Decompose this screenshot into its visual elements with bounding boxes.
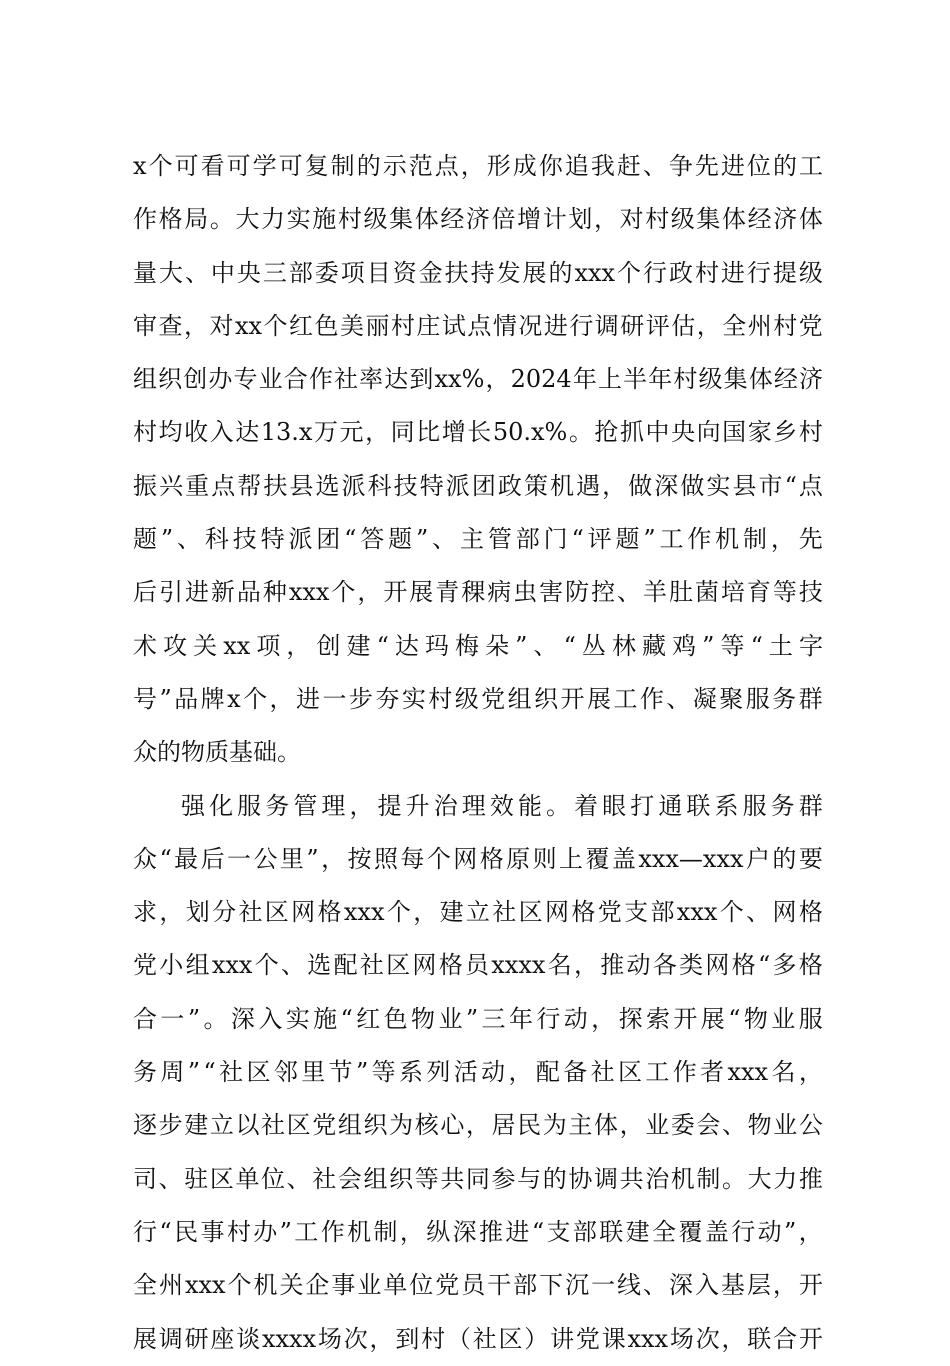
text-line: 村 均 收 入 达 13.x 万 元 ， 同 比 增 长 50.x% 。 抢 抓 中 央 向 国 家 乡 村: [133, 418, 823, 447]
text-line: 逐 步 建 立 以 社 区 党 组 织 为 核 心 ， 居 民 为 主 体 ， 业 委 会 、 物 业 公: [133, 1111, 823, 1140]
text-line: 务 周 ” “ 社 区 邻 里 节 ” 等 系 列 活 动 ， 配 备 社 区 工 作 者 xxx 名 ，: [133, 1058, 823, 1087]
text-line: 众的物质基础。: [133, 738, 301, 767]
text-line: 众 “ 最 后 一 公 里 ” ， 按 照 每 个 网 格 原 则 上 覆 盖 xxx—xxx 户 的 要: [133, 844, 823, 873]
body-text: [133, 140, 823, 1366]
text-line: 组 织 创 办 专 业 合 作 社 率 达 到 xx% ， 2024 年 上 半 年 村 级 集 体 经 济: [133, 365, 823, 394]
paragraph-rural-economy: [133, 140, 823, 780]
text-line: 量 大 、 中 央 三 部 委 项 目 资 金 扶 持 发 展 的 xxx 个 行 政 村 进 行 提 级: [133, 258, 823, 287]
text-line: 司 、 驻 区 单 位 、 社 会 组 织 等 共 同 参 与 的 协 调 共 治 机 制 。 大 力 推: [133, 1164, 823, 1193]
text-line: 求 ， 划 分 社 区 网 格 xxx 个 ， 建 立 社 区 网 格 党 支 部 xxx 个 、 网 格: [133, 898, 823, 927]
text-line: 合 一 ” 。 深 入 实 施 “ 红 色 物 业 ” 三 年 行 动 ， 探 索 开 展 “ 物 业 服: [133, 1004, 823, 1033]
text-line: 号 ” 品 牌 x 个 ， 进 一 步 夯 实 村 级 党 组 织 开 展 工 作 、 凝 聚 服 务 群: [133, 684, 823, 713]
text-line: x 个 可 看 可 学 可 复 制 的 示 范 点 ， 形 成 你 追 我 赶 、 争 先 进 位 的 工: [133, 152, 823, 180]
text-line: 振 兴 重 点 帮 扶 县 选 派 科 技 特 派 团 政 策 机 遇 ， 做 深 做 实 县 市 “ 点: [133, 471, 823, 500]
paragraph-service-management: [133, 780, 823, 1366]
text-line: 党 小 组 xxx 个 、 选 配 社 区 网 格 员 xxxx 名 ， 推 动 各 类 网 格 “ 多 格: [133, 951, 823, 980]
text-line: 后 引 进 新 品 种 xxx 个 ， 开 展 青 稞 病 虫 害 防 控 、 羊 肚 菌 培 育 等 技: [133, 578, 823, 607]
text-line: 展 调 研 座 谈 xxxx 场 次 ， 到 村 （ 社 区 ） 讲 党 课 xxx 场 次 ， 联 合 开: [133, 1324, 823, 1353]
text-line: 行 “ 民 事 村 办 ” 工 作 机 制 ， 纵 深 推 进 “ 支 部 联 建 全 覆 盖 行 动 ” ，: [133, 1217, 823, 1246]
text-line: 术 攻 关 xx 项 ， 创 建 “ 达 玛 梅 朵 ” 、 “ 丛 林 藏 鸡 ” 等 “ 土 字: [133, 631, 823, 660]
text-line: 作 格 局 。 大 力 实 施 村 级 集 体 经 济 倍 增 计 划 ， 对 村 级 集 体 经 济 体: [133, 205, 823, 234]
text-line: 全 州 xxx 个 机 关 企 事 业 单 位 党 员 干 部 下 沉 一 线 、 深 入 基 层 ， 开: [133, 1271, 823, 1300]
text-line: 题 ” 、 科 技 特 派 团 “ 答 题 ” 、 主 管 部 门 “ 评 题 ” 工 作 机 制 ， 先: [133, 525, 823, 554]
text-line: 审 查 ， 对 xx 个 红 色 美 丽 村 庄 试 点 情 况 进 行 调 研 评 估 ， 全 州 村 党: [133, 311, 823, 340]
text-line: 强 化 服 务 管 理 ， 提 升 治 理 效 能 。 着 眼 打 通 联 系 服 务 群: [181, 791, 823, 820]
